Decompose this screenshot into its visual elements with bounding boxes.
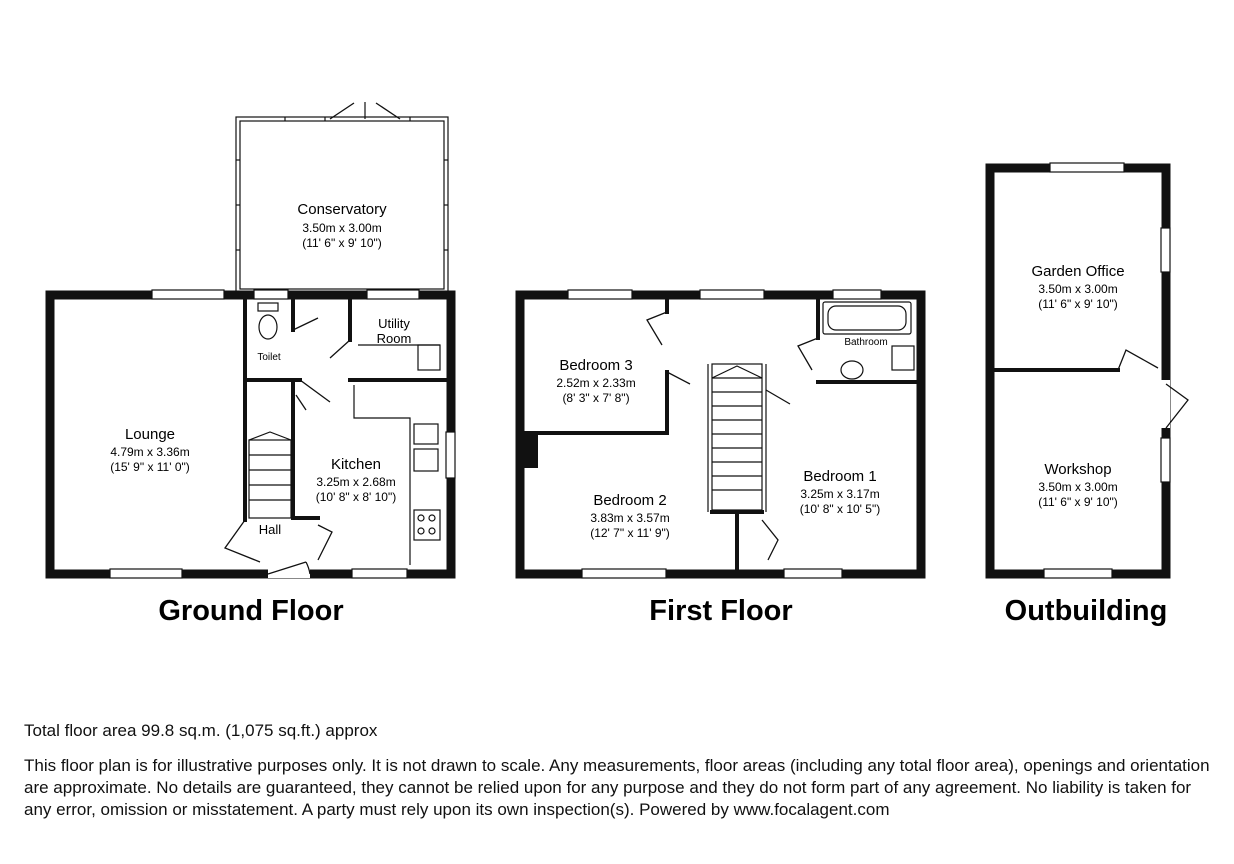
hall-name: Hall — [258, 522, 282, 537]
ground-floor-title: Ground Floor — [158, 595, 344, 627]
bedroom1-window — [784, 569, 842, 578]
garden-office-metric: 3.50m x 3.00m — [1038, 282, 1118, 296]
outbuilding-title: Outbuilding — [1004, 595, 1168, 627]
workshop-window-side — [1161, 438, 1170, 482]
lounge-imperial: (15' 9" x 11' 0") — [110, 460, 190, 474]
conservatory-name: Conservatory — [297, 201, 387, 218]
garden-office-imperial: (11' 6" x 9' 10") — [1038, 297, 1118, 311]
first-floor-title: First Floor — [649, 595, 793, 627]
front-door-gap — [268, 569, 310, 578]
utility-window-top — [367, 290, 419, 299]
outbuilding-plan — [990, 163, 1188, 578]
first-floor-plan — [520, 290, 921, 578]
total-floor-area: Total floor area 99.8 sq.m. (1,075 sq.ft.) approx — [24, 721, 378, 740]
kitchen-window-bottom — [352, 569, 407, 578]
utility-name-line1: Utility — [378, 316, 410, 331]
bedroom2-window — [582, 569, 666, 578]
toilet-name: Toilet — [257, 352, 281, 363]
bedroom2-name: Bedroom 2 — [593, 492, 667, 509]
garden-office-name: Garden Office — [1031, 263, 1125, 280]
bedroom1-name: Bedroom 1 — [803, 468, 877, 485]
bedroom3-name: Bedroom 3 — [559, 357, 633, 374]
landing-window — [700, 290, 764, 299]
conservatory-imperial: (11' 6" x 9' 10") — [302, 236, 382, 250]
bedroom2-imperial: (12' 7" x 11' 9") — [590, 526, 670, 540]
bathroom-name: Bathroom — [844, 337, 888, 348]
lounge-metric: 4.79m x 3.36m — [110, 445, 190, 459]
utility-name-line2: Room — [376, 331, 412, 346]
footer — [24, 720, 1214, 821]
toilet-window-top — [254, 290, 288, 299]
conservatory-metric: 3.50m x 3.00m — [302, 221, 382, 235]
bedroom1-metric: 3.25m x 3.17m — [800, 487, 880, 501]
kitchen-imperial: (10' 8" x 8' 10") — [315, 490, 397, 504]
kitchen-window-side — [446, 432, 455, 478]
conservatory-frame — [236, 102, 448, 293]
disclaimer-text: This floor plan is for illustrative purposes only. It is not drawn to scale. Any measurements, floor areas (including any total floor area), openings and orientation are approximate. No details are guaranteed, they cannot be relied upon for any purpose and they do not form part of any agreement. No liability is taken for any error, omission or misstatement. A party must rely upon its own inspection(s). Powered by www.focalagent.com — [24, 756, 1210, 819]
bedroom3-imperial: (8' 3" x 7' 8") — [562, 391, 630, 405]
first-floor-stairs — [708, 364, 766, 512]
kitchen-name: Kitchen — [330, 456, 382, 473]
workshop-window-bottom — [1044, 569, 1112, 578]
bedroom1-imperial: (10' 8" x 10' 5") — [799, 502, 881, 516]
bedroom3-window — [568, 290, 632, 299]
bedroom2-metric: 3.83m x 3.57m — [590, 511, 670, 525]
bedroom3-metric: 2.52m x 2.33m — [556, 376, 636, 390]
kitchen-metric: 3.25m x 2.68m — [316, 475, 396, 489]
bathroom-window — [833, 290, 881, 299]
lounge-window-bottom — [110, 569, 182, 578]
lounge-name: Lounge — [124, 426, 176, 443]
workshop-imperial: (11' 6" x 9' 10") — [1038, 495, 1118, 509]
lounge-window-top — [152, 290, 224, 299]
workshop-metric: 3.50m x 3.00m — [1038, 480, 1118, 494]
workshop-name: Workshop — [1044, 461, 1112, 478]
garden-office-window-side — [1161, 228, 1170, 272]
ground-floor-stairs — [249, 432, 291, 518]
garden-office-window-top — [1050, 163, 1124, 172]
